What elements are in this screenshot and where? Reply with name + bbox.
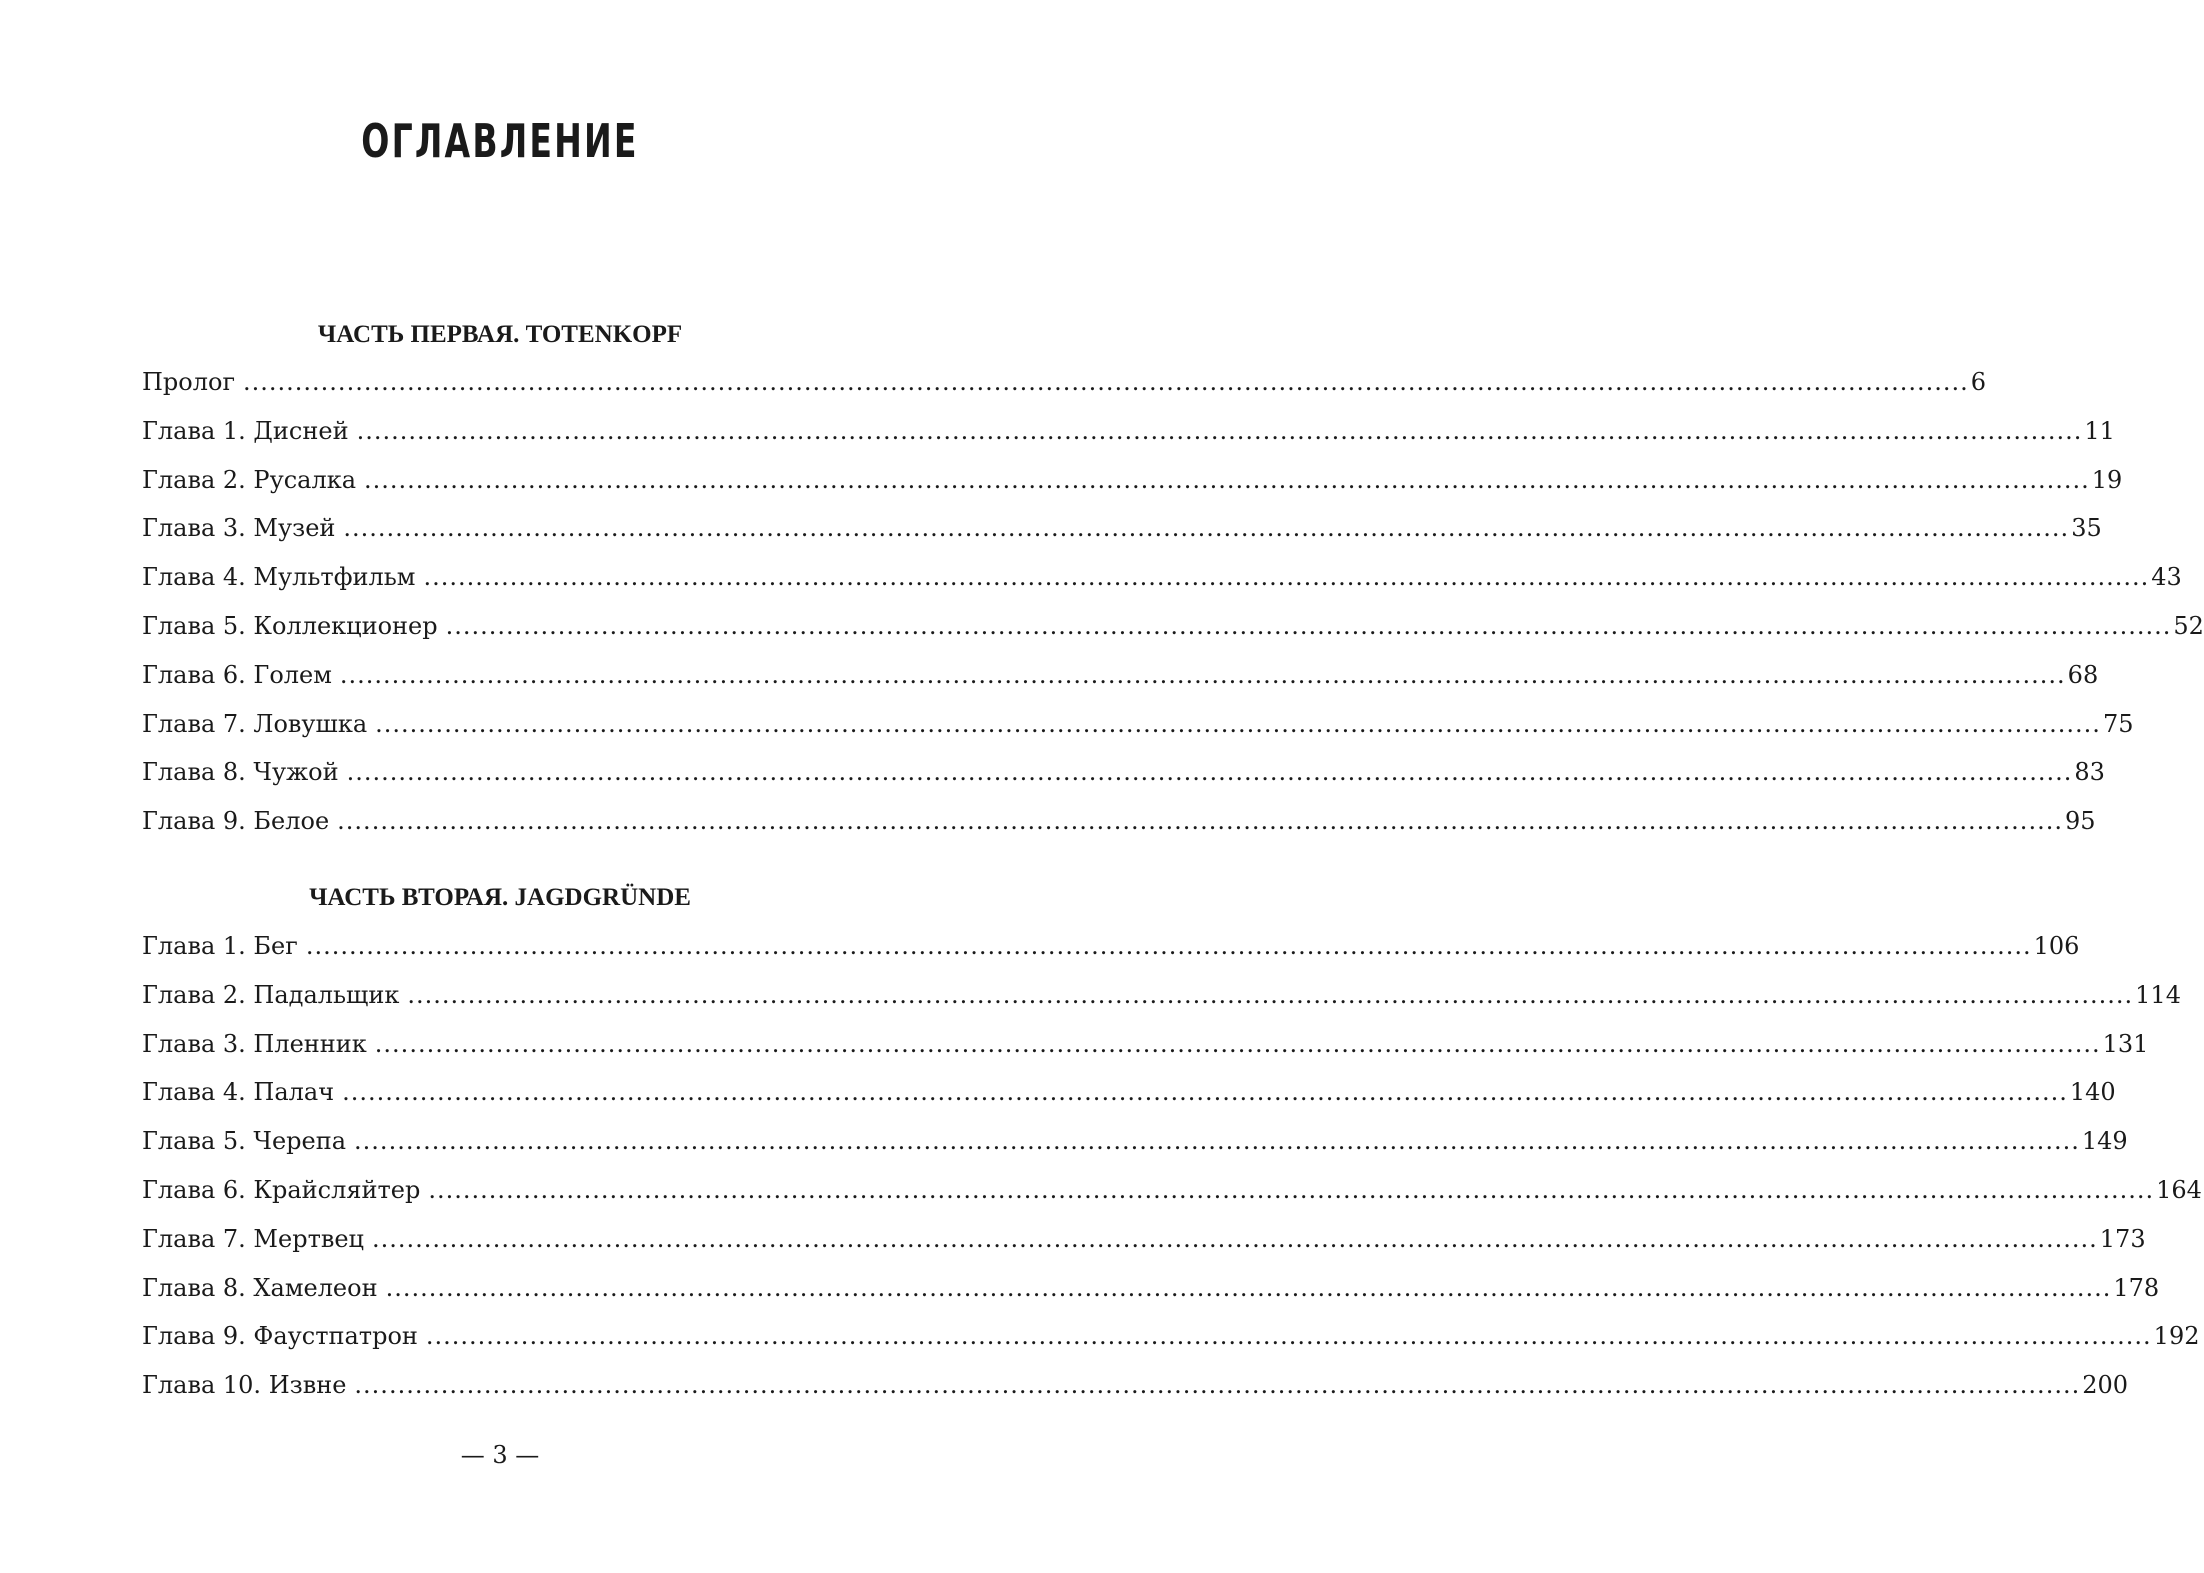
toc-entry [142, 806, 2096, 855]
toc-entry [142, 465, 2123, 514]
toc-entry [142, 562, 2182, 611]
toc-leader-dots: ........................................................................................................................................................................................................ [425, 1322, 2152, 1351]
toc-list-part-one [142, 367, 2204, 855]
toc-entry-page: 43 [2151, 563, 2182, 592]
toc-entry-page: 173 [2099, 1224, 2146, 1253]
toc-entry [142, 1370, 2129, 1419]
toc-entry-title: Глава 5. Черепа [142, 1127, 347, 1156]
toc-entry [142, 1175, 2202, 1224]
toc-entry-page: 164 [2156, 1175, 2202, 1204]
toc-entry [142, 660, 2099, 709]
toc-entry [142, 1224, 2146, 1273]
toc-entry [142, 513, 2102, 562]
toc-entry-title: Глава 10. Извне [142, 1371, 347, 1400]
toc-entry [142, 1321, 2200, 1370]
toc-entry [142, 611, 2204, 660]
toc-leader-dots: ........................................................................................................................................................................................................ [346, 758, 2073, 787]
toc-entry-title: Глава 9. Фаустпатрон [142, 1322, 418, 1351]
toc-entry [142, 757, 2105, 806]
toc-entry-title: Глава 3. Музей [142, 514, 336, 543]
page-title: ОГЛАВЛЕНИЕ [361, 114, 639, 168]
toc-leader-dots: ........................................................................................................................................................................................................ [354, 1371, 2081, 1400]
toc-entry [142, 1126, 2128, 1175]
toc-entry-title: Пролог [142, 368, 236, 396]
toc-leader-dots: ........................................................................................................................................................................................................ [374, 1029, 2101, 1058]
toc-leader-dots: ........................................................................................................................................................................................................ [343, 514, 2070, 543]
toc-leader-dots: ........................................................................................................................................................................................................ [423, 563, 2150, 592]
toc-entry-title: Глава 4. Палач [142, 1078, 335, 1107]
toc-entry [142, 1077, 2116, 1126]
toc-entry-page: 131 [2102, 1029, 2149, 1058]
toc-entry [142, 980, 2181, 1029]
toc-leader-dots: ........................................................................................................................................................................................................ [342, 1078, 2068, 1107]
toc-entry-page: 106 [2033, 932, 2080, 960]
toc-entry-title: Глава 2. Падальщик [142, 980, 400, 1009]
part-two-heading: ЧАСТЬ ВТОРАЯ. JAGDGRÜNDE [309, 884, 691, 911]
toc-entry [142, 367, 1987, 416]
toc-entry-title: Глава 7. Ловушка [142, 709, 368, 738]
toc-entry-page: 6 [1970, 368, 1987, 396]
toc-leader-dots: ........................................................................................................................................................................................................ [428, 1175, 2155, 1204]
toc-leader-dots: ........................................................................................................................................................................................................ [375, 709, 2101, 738]
toc-entry-title: Глава 8. Хамелеон [142, 1273, 378, 1302]
toc-entry [142, 931, 2080, 980]
toc-entry-page: 114 [2135, 980, 2181, 1009]
toc-leader-dots: ........................................................................................................................................................................................................ [243, 368, 1969, 396]
toc-entry-page: 83 [2074, 758, 2105, 787]
toc-entry-page: 95 [2064, 807, 2096, 836]
toc-entry-page: 140 [2069, 1078, 2116, 1107]
toc-leader-dots: ........................................................................................................................................................................................................ [364, 465, 2090, 494]
toc-entry-title: Глава 6. Голем [142, 660, 332, 689]
toc-entry-page: 11 [2084, 416, 2115, 445]
toc-leader-dots: ........................................................................................................................................................................................................ [407, 980, 2134, 1009]
toc-entry-title: Глава 1. Бег [142, 932, 298, 960]
page-number: — 3 — [460, 1441, 540, 1469]
toc-entry-page: 200 [2082, 1371, 2129, 1400]
toc-leader-dots: ........................................................................................................................................................................................................ [354, 1127, 2080, 1156]
toc-leader-dots: ........................................................................................................................................................................................................ [445, 611, 2172, 640]
toc-entry-title: Глава 5. Коллекционер [142, 611, 438, 640]
toc-entry-page: 68 [2067, 660, 2099, 689]
toc-entry-title: Глава 3. Пленник [142, 1029, 367, 1058]
toc-entry [142, 709, 2134, 758]
toc-leader-dots: ........................................................................................................................................................................................................ [356, 416, 2083, 445]
toc-entry-page: 35 [2071, 514, 2102, 543]
toc-entry-title: Глава 8. Чужой [142, 758, 339, 787]
toc-entry-title: Глава 7. Мертвец [142, 1224, 364, 1253]
toc-leader-dots: ........................................................................................................................................................................................................ [305, 932, 2032, 960]
toc-entry [142, 1029, 2149, 1078]
toc-list-part-two [142, 931, 2202, 1419]
toc-entry-page: 52 [2173, 611, 2204, 640]
toc-entry-page: 178 [2113, 1273, 2160, 1302]
toc-entry [142, 1273, 2160, 1322]
toc-leader-dots: ........................................................................................................................................................................................................ [372, 1224, 2098, 1253]
toc-entry-title: Глава 1. Дисней [142, 416, 349, 445]
toc-entry-title: Глава 2. Русалка [142, 465, 356, 494]
toc-entry-page: 19 [2091, 465, 2123, 494]
toc-leader-dots: ........................................................................................................................................................................................................ [339, 660, 2066, 689]
toc-entry-title: Глава 4. Мультфильм [142, 563, 416, 592]
part-one-heading: ЧАСТЬ ПЕРВАЯ. TOTENKOPF [317, 321, 683, 348]
toc-entry [142, 416, 2115, 465]
toc-entry-page: 149 [2081, 1127, 2128, 1156]
toc-entry-page: 75 [2102, 709, 2134, 738]
toc-entry-page: 192 [2153, 1322, 2200, 1351]
toc-leader-dots: ........................................................................................................................................................................................................ [385, 1273, 2112, 1302]
toc-leader-dots: ........................................................................................................................................................................................................ [337, 807, 2063, 836]
toc-entry-title: Глава 9. Белое [142, 807, 330, 836]
toc-entry-title: Глава 6. Крайсляйтер [142, 1175, 421, 1204]
